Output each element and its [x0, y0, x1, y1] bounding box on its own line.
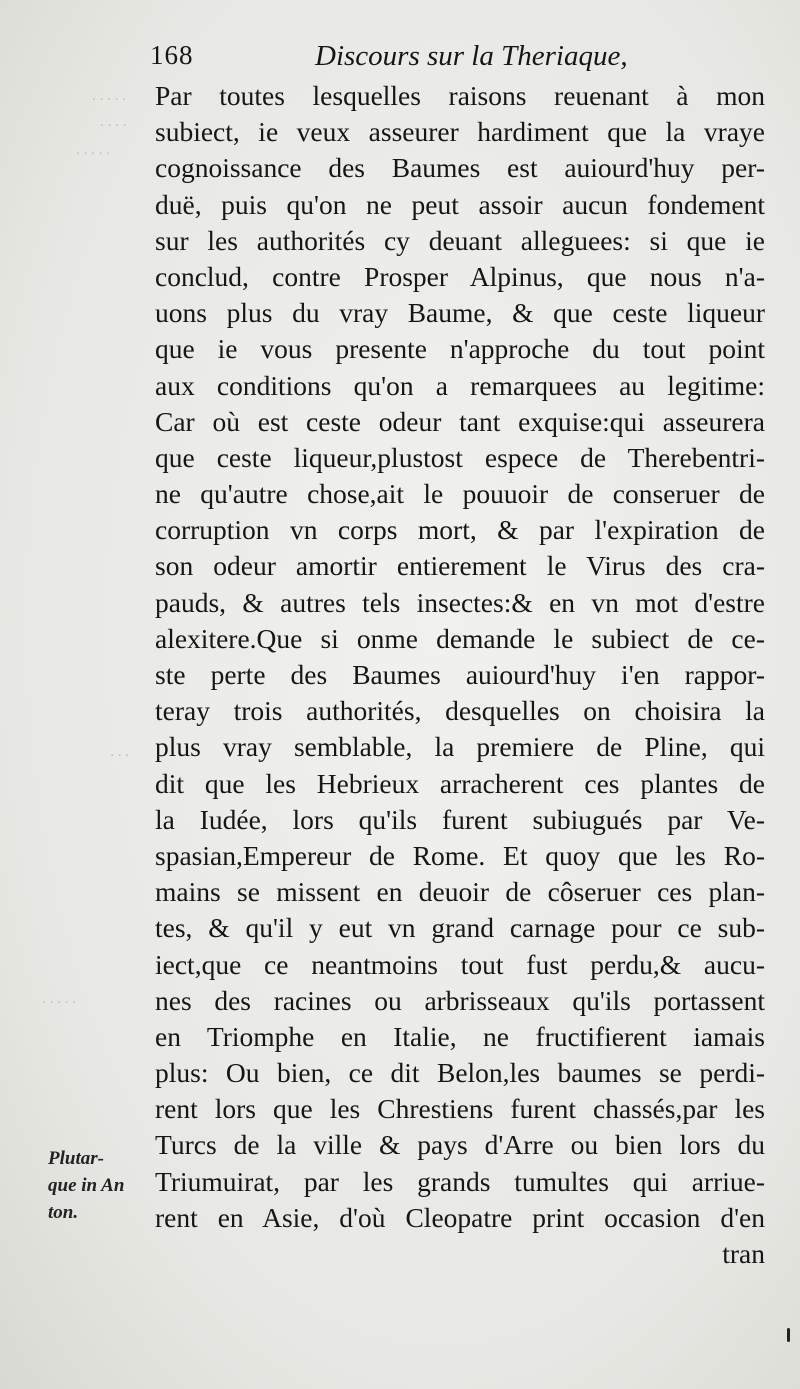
text-line: nes des racines ou arbrisseaux qu'ils portassent — [155, 984, 765, 1016]
text-line: Par toutes lesquelles raisons reuenant à mon — [155, 80, 765, 111]
text-line: teray trois authorités, desquelles on choisira la — [155, 695, 765, 727]
margin-note-line: ton. — [48, 1202, 79, 1223]
text-line: pauds, & autres tels insectes:& en vn mot d'estre — [155, 586, 765, 618]
running-title: Discours sur la Theriaque, — [315, 40, 628, 72]
text-line: iect,que ce neantmoins tout fust perdu,& aucu- — [155, 948, 765, 980]
text-line: dit que les Hebrieux arracherent ces plantes de — [155, 767, 765, 799]
margin-note-line: que in An — [48, 1175, 125, 1196]
text-line: sur les authorités cy deuant alleguees: si que ie — [155, 224, 765, 256]
show-through-ink: · · · · — [100, 118, 127, 134]
text-line: mains se missent en deuoir de côseruer ces plan- — [155, 876, 765, 908]
text-line: subiect, ie veux asseurer hardiment que la vraye — [155, 116, 765, 148]
text-line: que ceste liqueur,plustost espece de Therebentri- — [155, 441, 765, 473]
text-line: en Triomphe en Italie, ne fructifierent iamais — [155, 1020, 765, 1052]
body-text — [155, 78, 765, 1272]
ink-blemish — [787, 1328, 790, 1342]
text-line: cognoissance des Baumes est auiourd'huy per- — [155, 152, 765, 184]
text-line: tes, & qu'il y eut vn grand carnage pour ce sub- — [155, 912, 765, 944]
text-line: aux conditions qu'on a remarquees au legitime: — [155, 369, 765, 401]
text-line: rent en Asie, d'où Cleopatre print occasion d'en — [155, 1201, 765, 1233]
page-header — [150, 40, 790, 80]
text-line: son odeur amortir entierement le Virus des cra- — [155, 550, 765, 582]
text-line: corruption vn corps mort, & par l'expiration de — [155, 514, 765, 546]
text-line: Triumuirat, par les grands tumultes qui arriue- — [155, 1165, 765, 1197]
text-line: rent lors que les Chrestiens furent chassés,par les — [155, 1093, 765, 1125]
text-line: ne qu'autre chose,ait le pouuoir de conseruer de — [155, 478, 765, 510]
show-through-ink: · · · · · — [42, 995, 76, 1011]
text-line: la Iudée, lors qu'ils furent subiugués par Ve- — [155, 803, 765, 835]
text-line: spasian,Empereur de Rome. Et quoy que les Ro- — [155, 839, 765, 871]
text-line: que ie vous presente n'approche du tout point — [155, 333, 765, 365]
text-line: ste perte des Baumes auiourd'huy i'en rappor- — [155, 659, 765, 690]
page-number: 168 — [150, 40, 194, 70]
text-line: uons plus du vray Baume, & que ceste liqueur — [155, 297, 765, 329]
show-through-ink: · · · · · — [76, 146, 110, 162]
text-line: alexitere.Que si onme demande le subiect de ce- — [155, 622, 765, 654]
text-line: plus vray semblable, la premiere de Pline, qui — [155, 731, 765, 763]
show-through-ink: · · · · · — [92, 92, 126, 108]
margin-note — [48, 1145, 152, 1226]
text-line: Car où est ceste odeur tant exquise:qui asseurera — [155, 405, 765, 437]
text-line: conclud, contre Prosper Alpinus, que nous n'a- — [155, 260, 765, 292]
show-through-ink: · · · — [110, 748, 129, 764]
catchword: tran — [722, 1238, 765, 1269]
margin-note-line: Plutar- — [48, 1148, 104, 1169]
text-line: duë, puis qu'on ne peut assoir aucun fondement — [155, 188, 765, 220]
text-line: Turcs de la ville & pays d'Arre ou bien lors du — [155, 1129, 765, 1161]
text-line: plus: Ou bien, ce dit Belon,les baumes se perdi- — [155, 1057, 765, 1089]
